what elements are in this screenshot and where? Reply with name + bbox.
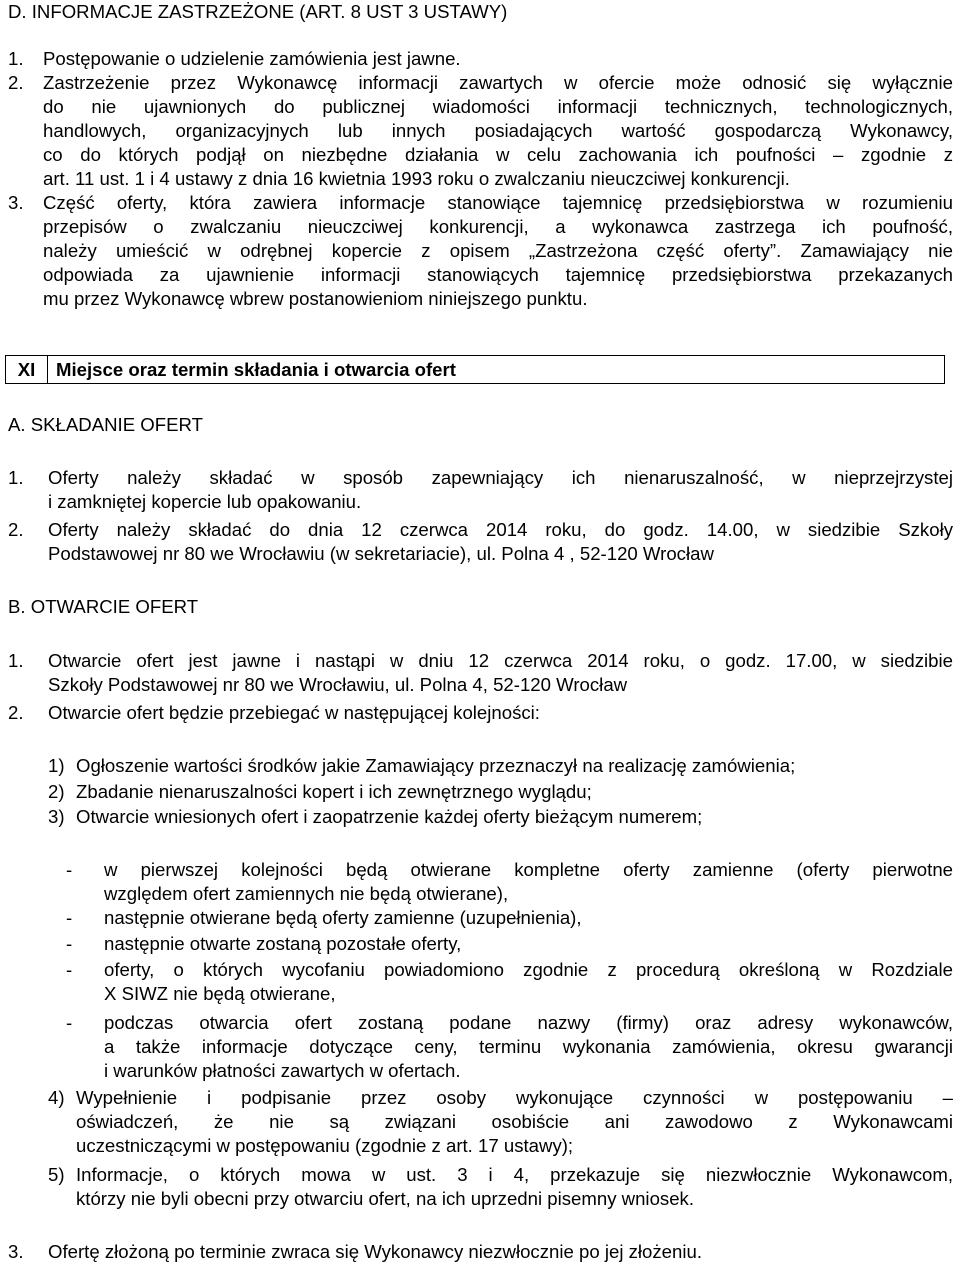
section-title: Miejsce oraz termin składania i otwarcia ofert <box>56 359 456 380</box>
dash-text: a także informacje dotyczące ceny, terminu wykonania zamówienia, okresu gwarancji <box>104 1036 953 1057</box>
dash-bullet: - <box>66 959 73 980</box>
dash-text: następnie otwierane będą oferty zamienne (uzupełnienia), <box>104 907 582 928</box>
paragraph-line: i zamkniętej kopercie lub opakowaniu. <box>48 491 362 512</box>
paragraph-text: Otwarcie ofert będzie przebiegać w następującej kolejności: <box>48 702 540 723</box>
dash-text: następnie otwarte zostaną pozostałe oferty, <box>104 933 462 954</box>
paragraph-line: mu przez Wykonawcę wbrew postanowieniom niniejszego punktu. <box>43 288 588 309</box>
step-text: Informacje, o których mowa w ust. 3 i 4, przekazuje się niezwłocznie Wykonawcom, <box>76 1164 953 1185</box>
list-number: 3. <box>8 192 24 213</box>
dash-text: względem ofert zamiennych nie będą otwierane), <box>104 883 509 904</box>
paragraph-text: Postępowanie o udzielenie zamówienia jest jawne. <box>43 48 461 69</box>
section-a-heading: A. SKŁADANIE OFERT <box>8 414 203 435</box>
section-xi-header <box>5 355 945 384</box>
dash-bullet: - <box>66 907 73 928</box>
paragraph-line: Część oferty, która zawiera informacje stanowiące tajemnicę przedsiębiorstwa w rozumieniu <box>43 192 953 213</box>
step-number: 5) <box>48 1164 65 1185</box>
dash-bullet: - <box>66 1012 73 1033</box>
step-text: którzy nie byli obecni przy otwarciu ofert, na ich uprzedni pisemny wniosek. <box>76 1188 695 1209</box>
dash-text: oferty, o których wycofaniu powiadomiono zgodnie z procedurą określoną w Rozdziale <box>104 959 953 980</box>
step-text: oświadczeń, że nie są związani osobiście ani zawodowo z Wykonawcami <box>76 1111 953 1132</box>
paragraph-line: Oferty należy składać do dnia 12 czerwca 2014 roku, do godz. 14.00, w siedzibie Szkoły <box>48 519 953 540</box>
dash-bullet: - <box>66 859 73 880</box>
paragraph-line: odpowiada za ujawnienie informacji stanowiących tajemnicę przedsiębiorstwa przekazanych <box>43 264 953 285</box>
paragraph-line: Zastrzeżenie przez Wykonawcę informacji zawartych w ofercie może odnosić się wyłącznie <box>43 72 953 93</box>
paragraph-text: Ofertę złożoną po terminie zwraca się Wykonawcy niezwłocznie po jej złożeniu. <box>48 1241 703 1262</box>
step-number: 1) <box>48 755 65 776</box>
dash-text: podczas otwarcia ofert zostaną podane nazwy (firmy) oraz adresy wykonawców, <box>104 1012 953 1033</box>
paragraph-line: Otwarcie ofert jest jawne i nastąpi w dniu 12 czerwca 2014 roku, o godz. 17.00, w siedzibie <box>48 650 953 671</box>
dash-text: X SIWZ nie będą otwierane, <box>104 983 336 1004</box>
paragraph-line: należy umieścić w odrębnej kopercie z opisem „Zastrzeżona część oferty”. Zamawiający nie <box>43 240 953 261</box>
list-number: 2. <box>8 519 24 540</box>
dash-text: w pierwszej kolejności będą otwierane kompletne oferty zamienne (oferty pierwotne <box>104 859 953 880</box>
list-number: 1. <box>8 48 24 69</box>
paragraph-line: art. 11 ust. 1 i 4 ustawy z dnia 16 kwietnia 1993 roku o zwalczaniu nieuczciwej konkurencji. <box>43 168 790 189</box>
step-text: Ogłoszenie wartości środków jakie Zamawiający przeznaczył na realizację zamówienia; <box>76 755 796 776</box>
paragraph-line: Oferty należy składać w sposób zapewniający ich nienaruszalność, w nieprzejrzystej <box>48 467 953 488</box>
section-number: XI <box>6 356 48 383</box>
section-b-heading: B. OTWARCIE OFERT <box>8 596 199 617</box>
step-text: uczestniczącymi w postępowaniu (zgodnie z art. 17 ustawy); <box>76 1135 574 1156</box>
paragraph-line: Podstawowej nr 80 we Wrocławiu (w sekretariacie), ul. Polna 4 , 52-120 Wrocław <box>48 543 714 564</box>
paragraph-line: do nie ujawnionych do publicznej wiadomości informacji technicznych, technologicznych, <box>43 96 953 117</box>
step-number: 4) <box>48 1087 65 1108</box>
paragraph-line: co do których podjął on niezbędne działania w celu zachowania ich poufności – zgodnie z <box>43 144 953 165</box>
list-number: 2. <box>8 702 24 723</box>
step-text: Zbadanie nienaruszalności kopert i ich zewnętrznego wyglądu; <box>76 781 592 802</box>
paragraph-line: handlowych, organizacyjnych lub innych posiadających wartość gospodarczą Wykonawcy, <box>43 120 953 141</box>
list-number: 2. <box>8 72 24 93</box>
section-d-heading: D. INFORMACJE ZASTRZEŻONE (ART. 8 UST 3 USTAWY) <box>8 1 508 22</box>
step-number: 2) <box>48 781 65 802</box>
paragraph-line: Szkoły Podstawowej nr 80 we Wrocławiu, ul. Polna 4, 52-120 Wrocław <box>48 674 628 695</box>
dash-text: i warunków płatności zawartych w ofertach. <box>104 1060 461 1081</box>
list-number: 3. <box>8 1241 24 1262</box>
list-number: 1. <box>8 467 24 488</box>
step-number: 3) <box>48 806 65 827</box>
step-text: Wypełnienie i podpisanie przez osoby wykonujące czynności w postępowaniu – <box>76 1087 953 1108</box>
list-number: 1. <box>8 650 24 671</box>
paragraph-line: przepisów o zwalczaniu nieuczciwej konkurencji, a wykonawca zastrzega ich poufność, <box>43 216 953 237</box>
dash-bullet: - <box>66 933 73 954</box>
step-text: Otwarcie wniesionych ofert i zaopatrzenie każdej oferty bieżącym numerem; <box>76 806 703 827</box>
